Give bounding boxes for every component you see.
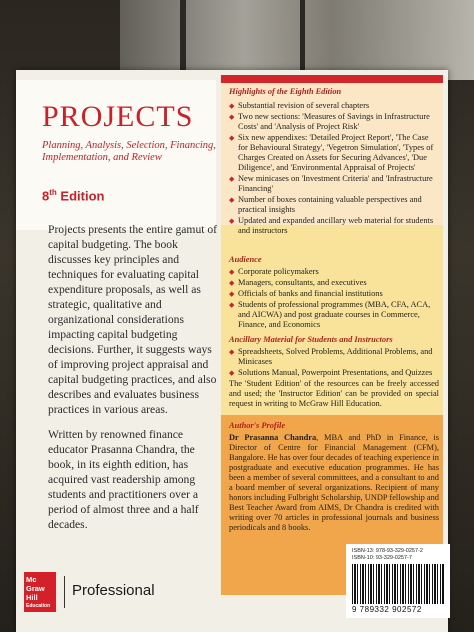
edition-label: [42, 188, 104, 203]
list-item: ◆ Two new sections: 'Measures of Savings in Infrastructure Costs' and 'Analysis of Project Risk': [229, 112, 439, 132]
mcgraw-hill-logo: [24, 572, 56, 612]
logo-text: Education: [26, 603, 51, 609]
isbn-13: ISBN-13: 978-93-329-0257-2: [352, 548, 423, 554]
audience-heading: Audience: [229, 255, 262, 264]
list-item: ◆ Managers, consultants, and executives: [229, 278, 439, 288]
imprint-label: Professional: [72, 582, 155, 599]
highlights-list: [229, 101, 439, 237]
title-block: [16, 80, 216, 230]
list-item: ◆ Students of professional programmes (MBA, CFA, ACA, and AICWA) and post graduate courses in Commerce, Finance, and Economics: [229, 300, 439, 330]
barcode: [352, 564, 444, 604]
book-subtitle: Planning, Analysis, Selection, Financing, Implementation, and Review: [42, 140, 216, 163]
book-blurb: [48, 222, 220, 542]
blurb-paragraph: Projects presents the entire gamut of capital budgeting. The book discusses key principles and techniques for evaluating capital expenditure proposals, as well as strategic, qualitative and organizational considerations impacting capital budgeting decisions. Further, it suggests ways of improving project appraisal and capital budgeting practices, and also describes and evaluates business practices in various areas.: [48, 223, 218, 416]
ancillary-note: The 'Student Edition' of the resources can be freely accessed and used; the 'Instructor Edition' can be provided on special request in writing to McGraw Hill Education.: [229, 379, 439, 408]
barcode-number: 9 789332 902572: [352, 605, 422, 614]
highlights-heading: Highlights of the Eighth Edition: [229, 87, 342, 96]
logo-text: Mc: [26, 575, 37, 584]
background-frame: [180, 0, 186, 72]
left-column: [16, 70, 216, 632]
audience-list: [229, 267, 439, 331]
book-back-cover: [16, 70, 448, 632]
publisher-area: [24, 572, 224, 620]
author-heading: Author's Profile: [229, 421, 286, 430]
list-item: ◆ Spreadsheets, Solved Problems, Additional Problems, and Minicases: [229, 347, 439, 367]
edition-word: Edition: [60, 188, 105, 204]
list-item: ◆ Solutions Manual, Powerpoint Presentations, and Quizzes: [229, 368, 439, 378]
logo-text: Graw: [26, 584, 45, 593]
list-item: ◆ Number of boxes containing valuable perspectives and practical insights: [229, 195, 439, 215]
author-bio-text: , MBA and PhD in Finance, is Director of Centre for Financial Management (CFM), Bangalore. He has over four decades of teaching experience in postgraduate and executive education programmes. He has been a member of several committees, and a consultant to and a board member of several organizations. Recipient of many honors including Fulbright Scholarship, UNDP fellowship and Best Teacher Award from AIMS, Dr Chandra is credited with writing over 70 articles in professional journals and business periodicals and 8 books.: [229, 433, 439, 532]
background-frame: [300, 0, 305, 72]
author-bio: [229, 433, 439, 533]
right-column: [221, 75, 443, 615]
logo-divider: [64, 576, 65, 608]
logo-text: Hill: [26, 593, 38, 602]
list-item: ◆ Officials of banks and financial institutions: [229, 289, 439, 299]
ancillary-heading: Ancillary Material for Students and Instructors: [229, 335, 393, 344]
author-name: Dr Prasanna Chandra: [229, 433, 317, 442]
list-item: ◆ Updated and expanded ancillary web material for students and instructors: [229, 216, 439, 236]
list-item: ◆ Corporate policymakers: [229, 267, 439, 277]
list-item: ◆ Six new appendixes: 'Detailed Project Report', 'The Case for Behavioural Strategy', 'Vegetron Simulation', 'Types of Charges Created on Assets for Securing Advances', 'Due Diligence', and 'Environmental Appraisal of Projects': [229, 133, 439, 173]
book-title: PROJECTS: [42, 100, 194, 133]
barcode-box: [346, 544, 450, 618]
list-item: ◆ Substantial revision of several chapters: [229, 101, 439, 111]
background-window: [120, 0, 474, 80]
list-item: ◆ New minicases on 'Investment Criteria' and 'Infrastructure Financing': [229, 174, 439, 194]
isbn-10: ISBN-10: 93-329-0257-7: [352, 555, 412, 561]
edition-number: 8: [42, 188, 50, 204]
ancillary-list: [229, 347, 439, 379]
blurb-paragraph: Written by renowned finance educator Prasanna Chandra, the book, in its eighth edition, has acquired vast readership among students and practitioners over a period of almost three and a half decades.: [48, 428, 199, 531]
panel-accent-strip: [221, 75, 443, 83]
edition-suffix: th: [49, 188, 57, 197]
